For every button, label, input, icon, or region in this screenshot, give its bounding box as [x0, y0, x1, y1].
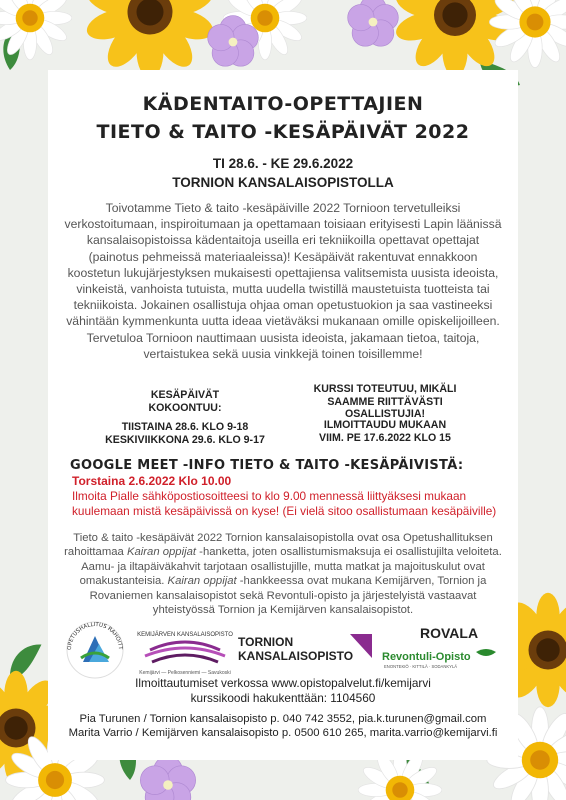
funding-paragraph: Tieto & taito -kesäpäivät 2022 Tornion kansalaisopistolla ovat osa Opetushallituksen rahoittamaa Kairan oppijat -hanketta, joten osallistumismaksuja ei osallistujilta veloiteta. Aamu- ja iltapäiväkahvit tarjotaan osallistujille, mutta matkat ja majoituskulut ovat omakustanteisia. Kairan oppijat -hankkeessa ovat mukana Kemijärven, Tornion ja Rovaniemen kansalaisopistot sekä Revontuli-opisto ja järjestelyistä vastaavat yhteistyössä Tornion ja Kemijärven kansalaisopistot. — [64, 532, 502, 617]
kemijarvi-logo — [137, 631, 233, 676]
registration-deadline: ILMOITTAUDU MUKAAN VIIM. PE 17.6.2022 KLO 15 — [319, 419, 451, 444]
schedule-times: TIISTAINA 28.6. KLO 9-18 KESKIVIIKKONA 29.6. KLO 9-17 — [105, 421, 265, 446]
svg-text:Kemijärvi — Pelkosenniemi — Sa: Kemijärvi — Pelkosenniemi — Savukoski — [139, 670, 231, 676]
course-code: kurssikoodi hakukenttään: 1104560 — [190, 691, 376, 705]
intro-paragraph: Toivotamme Tieto & taito -kesäpäiville 2022 Tornioon tervetulleiksi verkostoitumaan, inspiroitumaan ja opettamaan toisiaan erityisesti Lapin läänissä kansalaisopistoissa kädentaitoja useilla eri tekniikoilla opettavat opettajat (painotus pehmeissä materiaaleissa)! Kesäpäivät rakentuvat ennakkoon koostetun lukujärjestyksen mukaisesti opettajiensa valitsemista uusista ideoista, vinkeistä, vanhoista tutuista, mutta uudella twistillä maustetuista tuotteista tai tekniikoista. Jokainen osallistuja ohjaa oman opetustuokion ja saa vastineeksi vähintään kymmenkunta uutta ideaa vietäväksi mukanaan omille opiskelijoilleen. Tervetuloa Tornioon nauttimaan uusista ideoista, jakamaan tietoa, taitoja, vertaistukea sekä uusia vinkkejä toinen toisillemme! — [64, 201, 502, 361]
svg-text:Revontuli-Opisto: Revontuli-Opisto — [382, 651, 471, 663]
contact-pia: Pia Turunen / Tornion kansalaisopisto p. 040 742 3552, pia.k.turunen@gmail.com — [79, 713, 487, 725]
meet-heading: GOOGLE MEET -INFO TIETO & TAITO -KESÄPÄIVISTÄ: — [70, 458, 464, 473]
svg-text:OPETUSHALLITUS RAHOITTAA HANKE: OPETUSHALLITUS RAHOITT — [66, 621, 124, 651]
title-line-1: KÄDENTAITO-OPETTAJIEN — [142, 93, 424, 115]
revontuli-logo — [382, 649, 496, 669]
event-dates: TI 28.6. - KE 29.6.2022 — [212, 156, 354, 171]
rovala-logo — [420, 625, 478, 641]
registration-url: Ilmoittautumiset verkossa www.opistopalvelut.fi/kemijarvi — [135, 676, 431, 690]
meet-time: Torstaina 2.6.2022 Klo 10.00 — [72, 474, 232, 488]
contact-marita: Marita Varrio / Kemijärven kansalaisopisto p. 0500 610 265, marita.varrio@kemijarvi.fi — [68, 727, 498, 739]
event-place: TORNION KANSALAISOPISTOLLA — [172, 175, 394, 190]
participation-note: KURSSI TOTEUTUU, MIKÄLI SAAMME RIITTÄVÄSTI OSALLISTUJIA! — [313, 383, 457, 420]
schedule-heading: KESÄPÄIVÄT KOKOONTUU: — [148, 389, 222, 414]
svg-text:KEMIJÄRVEN KANSALAISOPISTO: KEMIJÄRVEN KANSALAISOPISTO — [137, 632, 233, 638]
oph-logo — [67, 622, 123, 678]
meet-instructions: Ilmoita Pialle sähköpostiosoitteesi to klo 9.00 mennessä liittyäksesi mukaan kuulemaan mistä kesäpäivissä on kyse! (Ei vielä sitoo osallistumaan kesäpäiville) — [72, 489, 497, 518]
tornio-logo — [238, 634, 372, 663]
svg-text:TORNION: TORNION — [238, 635, 294, 649]
svg-text:KANSALAISOPISTO: KANSALAISOPISTO — [238, 649, 354, 663]
svg-text:ROVALA: ROVALA — [420, 625, 479, 641]
title-line-2: TIETO & TAITO -KESÄPÄIVÄT 2022 — [96, 121, 470, 143]
svg-text:ENONTEKIÖ · KITTILÄ · SODANKYL: ENONTEKIÖ · KITTILÄ · SODANKYLÄ — [384, 664, 458, 669]
